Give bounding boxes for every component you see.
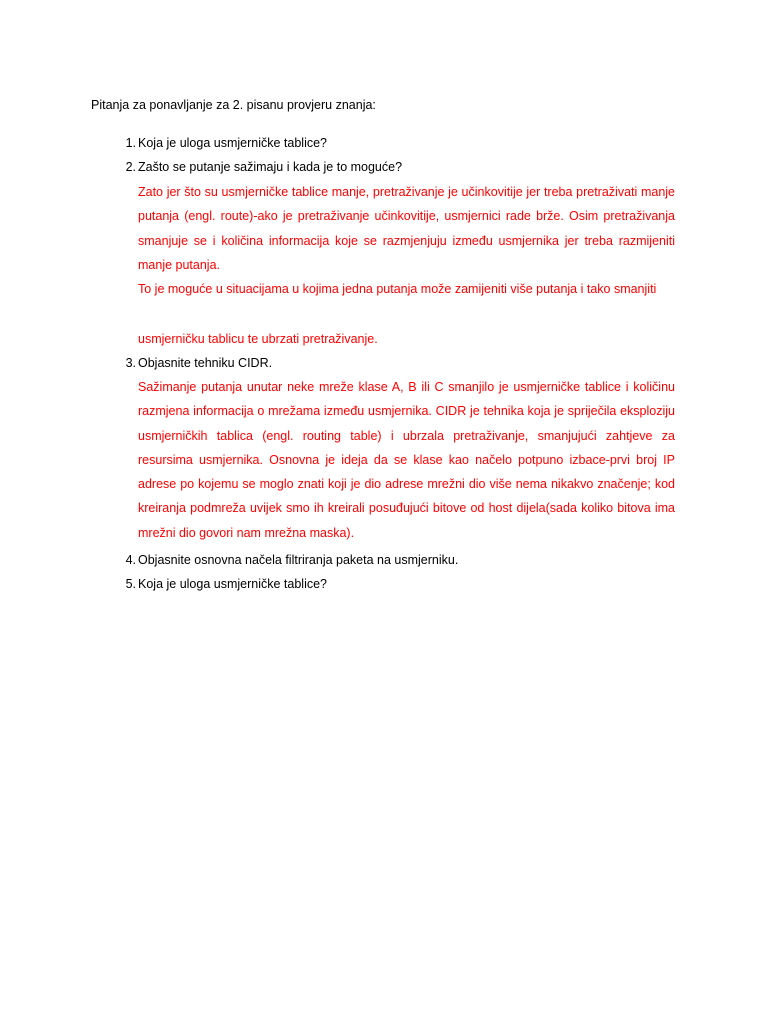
question-number: 2. (125, 160, 136, 174)
question-text: Objasnite tehniku CIDR. (138, 356, 273, 370)
answer-3-paragraph: Sažimanje putanja unutar neke mreže klase A, B ili C smanjilo je usmjerničke tablice i količinu razmjena informacija o mrežama između usmjernika. CIDR je tehnika koja je spriječila eksploziju usmjerničkih tablica (engl. routing table) i ubrzala pretraživanje, smanjujući zahtjeve za resursima usmjernika. Osnovna je ideja da se klase kao načelo potpuno izbace-prvi broj IP adrese po kojemu se moglo znati koji je dio adrese mrežni dio više nema nikakvo značenje; kod kreiranja podmreža uvijek smo ih kreirali posuđujući bitove od host dijela(sada koliko bitova ima mrežni dio govori nam mrežna maska). (138, 380, 675, 540)
answer-2-paragraph-2: To je moguće u situacijama u kojima jedna putanja može zamijeniti više putanja i tako smanjiti (138, 282, 657, 296)
question-text: Zašto se putanje sažimaju i kada je to moguće? (138, 160, 403, 174)
question-text: Koja je uloga usmjerničke tablice? (138, 577, 327, 591)
question-number: 4. (125, 553, 136, 567)
question-text: Koja je uloga usmjerničke tablice? (138, 136, 327, 150)
question-text: Objasnite osnovna načela filtriranja paketa na usmjerniku. (138, 553, 459, 567)
question-number: 1. (125, 136, 136, 150)
question-number: 3. (125, 356, 136, 370)
answer-2-paragraph-3: usmjerničku tablicu te ubrzati pretraživanje. (138, 332, 378, 346)
document-heading: Pitanja za ponavljanje za 2. pisanu provjeru znanja: (91, 98, 376, 112)
question-number: 5. (125, 577, 136, 591)
answer-2-paragraph-1: Zato jer što su usmjerničke tablice manje, pretraživanje je učinkovitije jer treba pretraživati manje putanja (engl. route)-ako je pretraživanje učinkovitije, usmjernici rade brže. Osim pretraživanja smanjuje se i količina informacija koje se razmjenjuju između usmjernika jer treba razmijeniti manje putanja. (138, 185, 675, 272)
